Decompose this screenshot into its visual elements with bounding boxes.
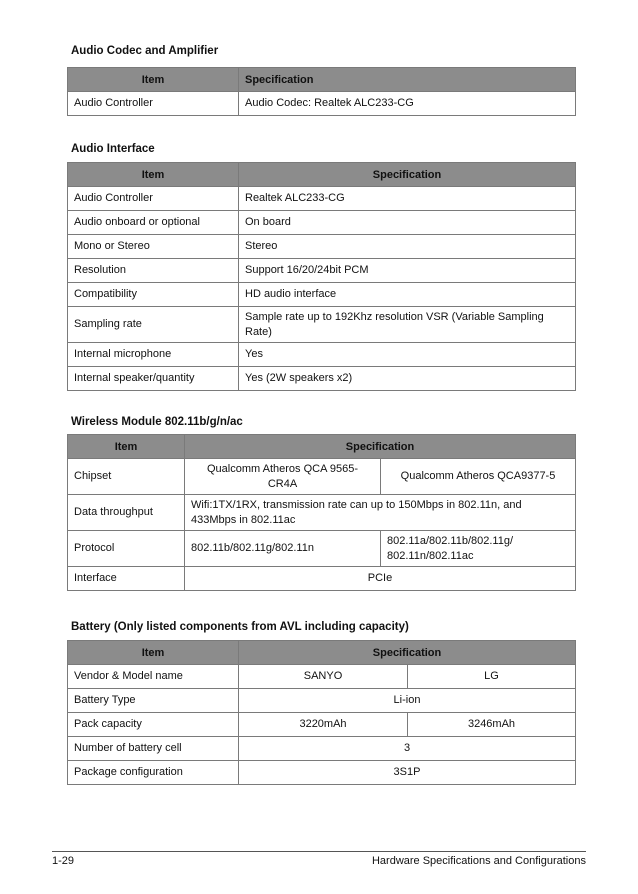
table-header-row <box>68 435 576 459</box>
cell-item: Interface <box>68 567 185 591</box>
table-row <box>68 235 576 259</box>
cell-spec: SANYO <box>239 665 408 689</box>
table-row <box>68 531 576 567</box>
table-row <box>68 92 576 116</box>
cell-spec: Stereo <box>239 235 576 259</box>
cell-item: Battery Type <box>68 689 239 713</box>
cell-spec: Sample rate up to 192Khz resolution VSR (Variable Sampling Rate) <box>239 307 576 343</box>
table-row <box>68 187 576 211</box>
cell-item: Audio onboard or optional <box>68 211 239 235</box>
table-row <box>68 761 576 785</box>
cell-item: Internal speaker/quantity <box>68 367 239 391</box>
cell-item: Pack capacity <box>68 713 239 737</box>
audio-interface-table <box>67 162 576 391</box>
table-row <box>68 343 576 367</box>
cell-spec: 802.11b/802.11g/802.11n <box>185 531 381 567</box>
cell-spec: PCIe <box>185 567 576 591</box>
table-row <box>68 737 576 761</box>
header-specification: Specification <box>185 435 576 459</box>
cell-spec: HD audio interface <box>239 283 576 307</box>
footer-section-title: Hardware Specifications and Configurations <box>371 855 586 867</box>
cell-item: Compatibility <box>68 283 239 307</box>
table-header-row <box>68 163 576 187</box>
cell-item: Data throughput <box>68 495 185 531</box>
cell-item: Audio Controller <box>68 92 239 116</box>
table-row <box>68 495 576 531</box>
cell-spec: Qualcomm Atheros QCA 9565-CR4A <box>185 459 381 495</box>
cell-spec: 3S1P <box>239 761 576 785</box>
section-title-battery: Battery (Only listed components from AVL including capacity) <box>71 621 409 633</box>
cell-spec: Qualcomm Atheros QCA9377-5 <box>381 459 576 495</box>
table-row <box>68 211 576 235</box>
cell-spec: 3246mAh <box>408 713 576 737</box>
cell-item: Protocol <box>68 531 185 567</box>
header-item: Item <box>68 163 239 187</box>
header-item: Item <box>68 68 239 92</box>
table-row <box>68 259 576 283</box>
header-item: Item <box>68 435 185 459</box>
cell-spec: 3 <box>239 737 576 761</box>
audio-codec-table <box>67 67 576 116</box>
cell-spec: Wifi:1TX/1RX, transmission rate can up to 150Mbps in 802.11n, and 433Mbps in 802.11ac <box>185 495 576 531</box>
table-row <box>68 367 576 391</box>
table-header-row <box>68 68 576 92</box>
header-specification: Specification <box>239 641 576 665</box>
section-title-audio-codec: Audio Codec and Amplifier <box>71 45 219 57</box>
cell-spec: 3220mAh <box>239 713 408 737</box>
cell-spec: Li-ion <box>239 689 576 713</box>
table-row <box>68 567 576 591</box>
footer-divider <box>52 851 586 852</box>
table-row <box>68 307 576 343</box>
cell-item: Internal microphone <box>68 343 239 367</box>
cell-spec: Support 16/20/24bit PCM <box>239 259 576 283</box>
cell-spec: Yes (2W speakers x2) <box>239 367 576 391</box>
page-number: 1-29 <box>52 855 75 867</box>
cell-item: Mono or Stereo <box>68 235 239 259</box>
cell-spec: Realtek ALC233-CG <box>239 187 576 211</box>
cell-item: Vendor & Model name <box>68 665 239 689</box>
cell-item: Chipset <box>68 459 185 495</box>
table-row <box>68 713 576 737</box>
header-specification: Specification <box>239 68 576 92</box>
cell-spec: On board <box>239 211 576 235</box>
wireless-table <box>67 434 576 591</box>
table-row <box>68 283 576 307</box>
cell-item: Package configuration <box>68 761 239 785</box>
cell-spec: LG <box>408 665 576 689</box>
header-item: Item <box>68 641 239 665</box>
table-row <box>68 459 576 495</box>
table-header-row <box>68 641 576 665</box>
table-row <box>68 665 576 689</box>
cell-spec: Yes <box>239 343 576 367</box>
cell-item: Resolution <box>68 259 239 283</box>
section-title-audio-interface: Audio Interface <box>71 143 155 155</box>
cell-item: Sampling rate <box>68 307 239 343</box>
cell-item: Audio Controller <box>68 187 239 211</box>
header-specification: Specification <box>239 163 576 187</box>
cell-spec: 802.11a/802.11b/802.11g/ 802.11n/802.11ac <box>381 531 576 567</box>
section-title-wireless: Wireless Module 802.11b/g/n/ac <box>71 416 243 428</box>
table-row <box>68 689 576 713</box>
cell-item: Number of battery cell <box>68 737 239 761</box>
cell-spec: Audio Codec: Realtek ALC233-CG <box>239 92 576 116</box>
battery-table <box>67 640 576 785</box>
